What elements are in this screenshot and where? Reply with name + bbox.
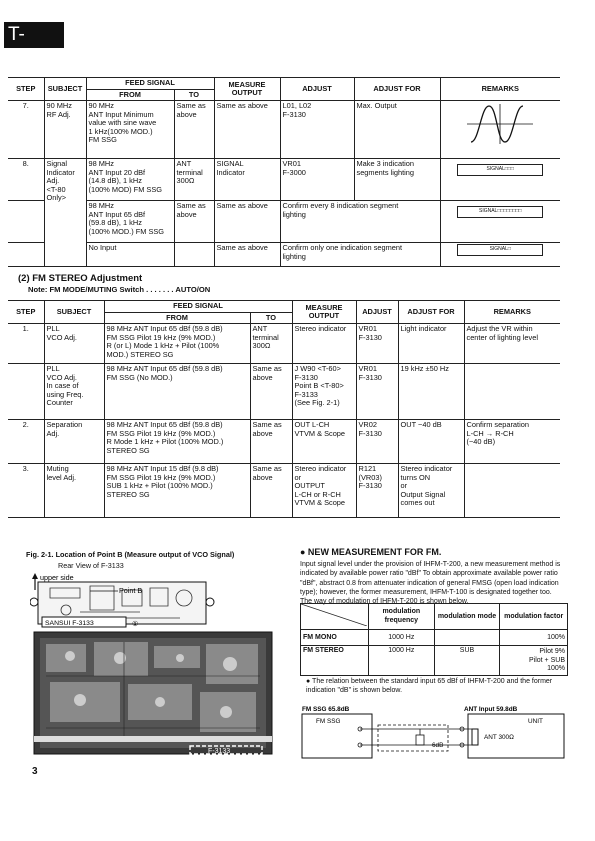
th-mod-factor: modulation factor — [500, 604, 568, 630]
signal-indicator-1: SIGNAL□ — [457, 244, 543, 256]
adjustment-table-2 — [8, 300, 560, 518]
cell: Light indicator — [398, 324, 464, 364]
cell — [464, 464, 560, 518]
cell: Same as above — [250, 364, 292, 420]
new-measurement-title: ● NEW MEASUREMENT FOR FM. — [300, 547, 442, 557]
cell: OUT L-CH VTVM & Scope — [292, 420, 356, 464]
cell: SUB — [434, 646, 500, 676]
th-from: FROM — [104, 312, 250, 324]
ssg-level-label: FM SSG 65.8dB — [302, 706, 350, 713]
section-note: Note: FM MODE/MUTING Switch . . . . . . . AUTO/ON — [28, 285, 211, 294]
diagonal-slash — [301, 604, 367, 626]
cell: Adjust the VR within center of lighting level — [464, 324, 560, 364]
th-to: TO — [250, 312, 292, 324]
cell: Same as above — [214, 201, 280, 243]
cell: SIGNAL Indicator — [214, 159, 280, 201]
cell: OUT −40 dB — [398, 420, 464, 464]
cell: 1000 Hz — [368, 630, 434, 646]
cell: Same as above — [214, 101, 280, 159]
row-label: FM STEREO — [301, 646, 369, 676]
cell: Max. Output — [354, 101, 440, 159]
modulation-table — [300, 603, 568, 676]
cell: 8. — [8, 159, 44, 201]
cell: Same as above — [214, 243, 280, 267]
cell: 2. — [8, 420, 44, 464]
cell: Same as above — [174, 201, 214, 243]
cell: Stereo indicator — [292, 324, 356, 364]
signal-indicator-3: SIGNAL□□□ — [457, 164, 543, 176]
relation-note: ● The relation between the standard input 65 dBf of IHFM-T-200 and the former indication "dB" is shown below. — [306, 678, 553, 695]
modulation-corner — [301, 604, 369, 630]
cell: Confirm every 8 indication segment lighting — [280, 201, 440, 243]
cell: PLL VCO Adj. In case of using Freq. Counter — [44, 364, 104, 420]
ant-impedance-label: ANT 300Ω — [484, 734, 514, 741]
ssg-connection-diagram — [300, 703, 568, 763]
th-feed: FEED SIGNAL — [104, 301, 292, 313]
sine-wave-sketch — [440, 101, 560, 159]
cell: Same as above — [250, 464, 292, 518]
th-step: STEP — [8, 78, 44, 101]
cell: 100% — [500, 630, 568, 646]
cell: 90 MHz ANT Input Minimum value with sine wave 1 kHz(100% MOD.) FM SSG — [86, 101, 174, 159]
cell — [434, 630, 500, 646]
cell — [174, 243, 214, 267]
new-measurement-body: Input signal level under the provision of IHFM-T-200, a new measurement method is indicated by available power ratio "dBf" To obtain approximate available power ratio "dBf", abstract 0.8 from attenuater indication of general FMSG (open load indication type); however, the former measurement, IHFM-T-100 is designated together too. The way of modulation of IHFM-T-200 is shown below. — [300, 561, 561, 606]
unit-box-label: UNIT — [528, 718, 543, 725]
th-from: FROM — [86, 89, 174, 101]
cell: VR01 F-3000 — [280, 159, 354, 201]
cell: Muting level Adj. — [44, 464, 104, 518]
cell: 7. — [8, 101, 44, 159]
th-remarks: REMARKS — [464, 301, 560, 324]
ant-level-label: ANT Input 59.8dB — [464, 706, 518, 713]
board-label: SANSUI F-3133 — [45, 620, 94, 627]
th-adjust-for: ADJUST FOR — [398, 301, 464, 324]
sine-wave-icon — [465, 102, 535, 146]
board-code-label: F-3133 — [208, 748, 231, 755]
cell: PLL VCO Adj. — [44, 324, 104, 364]
cell: VR01 F-3130 — [356, 324, 398, 364]
th-adjust-for: ADJUST FOR — [354, 78, 440, 101]
cell: Stereo indicator or OUTPUT L-CH or R-CH VTVM & Scope — [292, 464, 356, 518]
board-circle-label: ① — [132, 621, 139, 628]
th-mod-freq: modulation frequency — [368, 604, 434, 630]
cell: Make 3 indication segments lighting — [354, 159, 440, 201]
cell: ANT terminal 300Ω — [250, 324, 292, 364]
cell: Same as above — [174, 101, 214, 159]
point-b-label: Point B — [119, 586, 143, 595]
upper-side-label: upper side — [40, 573, 74, 582]
cell: VR02 F-3130 — [356, 420, 398, 464]
th-measure: MEASURE OUTPUT — [214, 78, 280, 101]
th-adjust: ADJUST — [280, 78, 354, 101]
cell: 90 MHz RF Adj. — [44, 101, 86, 159]
pcb-photo-illustration — [30, 572, 276, 757]
cell — [464, 364, 560, 420]
cell: 1000 Hz — [368, 646, 434, 676]
cell: Stereo indicator turns ON or Output Signal comes out — [398, 464, 464, 518]
th-to: TO — [174, 89, 214, 101]
cell: Separation Adj. — [44, 420, 104, 464]
signal-indicator-8: SIGNAL□□□□□□□□ — [457, 206, 543, 218]
figure-title: Fig. 2-1. Location of Point B (Measure output of VCO Signal) — [26, 550, 235, 559]
row-label: FM MONO — [301, 630, 369, 646]
cell: 98 MHz ANT Input 65 dBf (59.8 dB) FM SSG Pilot 19 kHz (9% MOD.) R (or L) Mode 1 kHz + Pilot (100% MOD.) STEREO SG — [104, 324, 250, 364]
th-subject: SUBJECT — [44, 301, 104, 324]
cell: R121 (VR03) F-3130 — [356, 464, 398, 518]
th-step: STEP — [8, 301, 44, 324]
cell: 98 MHz ANT Input 65 dBf (59.8 dB), 1 kHz (100% MOD.) FM SSG — [86, 201, 174, 243]
model-badge: T-80/60 — [4, 22, 64, 48]
new-measurement-section — [300, 547, 565, 606]
cell: Signal Indicator Adj. <T-80 Only> — [44, 159, 86, 267]
section-title: (2) FM STEREO Adjustment — [18, 273, 143, 284]
th-mod-mode: modulation mode — [434, 604, 500, 630]
cell: J W90 <T-60> F-3130 Point B <T-80> F-3133 (See Fig. 2-1) — [292, 364, 356, 420]
cell: Pilot 9% Pilot + SUB 100% — [500, 646, 568, 676]
cell: Confirm only one indication segment lighting — [280, 243, 440, 267]
cell: 3. — [8, 464, 44, 518]
cell: Same as above — [250, 420, 292, 464]
cell: 1. — [8, 324, 44, 364]
th-feed: FEED SIGNAL — [86, 78, 214, 90]
ssg-box-label: FM SSG — [316, 718, 341, 725]
figure-subtitle: Rear View of F-3133 — [58, 561, 124, 570]
cell: 19 kHz ±50 Hz — [398, 364, 464, 420]
cell: 98 MHz ANT Input 15 dBf (9.8 dB) FM SSG Pilot 19 kHz (9% MOD.) SUB 1 kHz + Pilot (100% MOD.) STEREO SG — [104, 464, 250, 518]
cell: VR01 F-3130 — [356, 364, 398, 420]
cell: 98 MHz ANT Input 65 dBf (59.8 dB) FM SSG Pilot 19 kHz (9% MOD.) R Mode 1 kHz + Pilot (100% MOD.) STEREO SG — [104, 420, 250, 464]
pad-label: 6dB — [432, 742, 444, 749]
cell: No Input — [86, 243, 174, 267]
adjustment-table-1 — [8, 77, 560, 267]
th-remarks: REMARKS — [440, 78, 560, 101]
cell: Confirm separation L-CH → R-CH (−40 dB) — [464, 420, 560, 464]
cell: L01, L02 F-3130 — [280, 101, 354, 159]
cell: 98 MHz ANT Input 65 dBf (59.8 dB) FM SSG (No MOD.) — [104, 364, 250, 420]
th-adjust: ADJUST — [356, 301, 398, 324]
cell: ANT terminal 300Ω — [174, 159, 214, 201]
th-subject: SUBJECT — [44, 78, 86, 101]
page-number: 3 — [32, 766, 38, 777]
cell: 98 MHz ANT Input 20 dBf (14.8 dB), 1 kHz (100% MOD) FM SSG — [86, 159, 174, 201]
th-measure: MEASURE OUTPUT — [292, 301, 356, 324]
